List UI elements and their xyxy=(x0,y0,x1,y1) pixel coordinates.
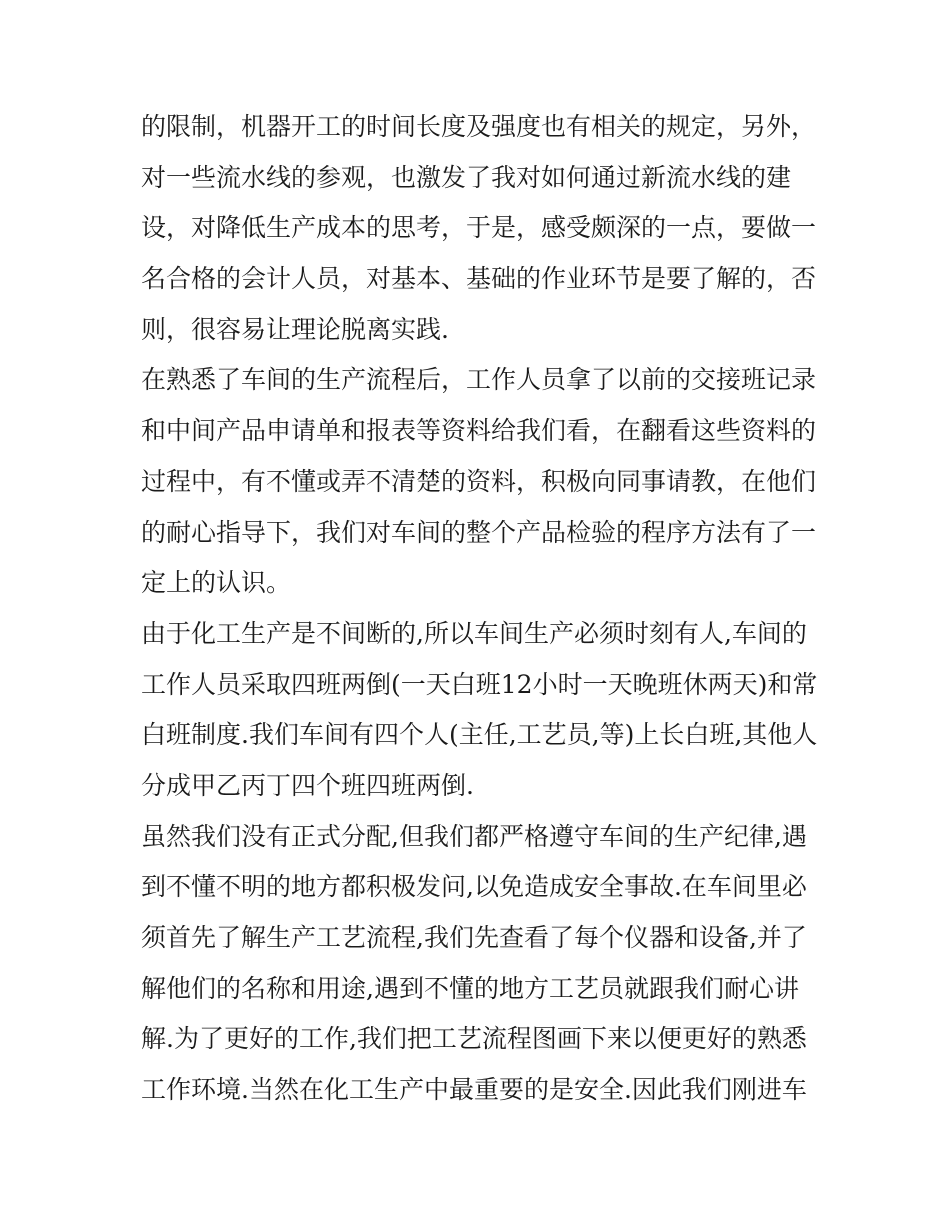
text-line: 在熟悉了车间的生产流程后，工作人员拿了以前的交接班记录 xyxy=(141,365,817,395)
text-line: 解.为了更好的工作,我们把工艺流程图画下来以便更好的熟悉 xyxy=(141,1024,807,1054)
text-line: 工作人员采取四班两倒(一天白班12小时一天晚班休两天)和常 xyxy=(141,669,818,699)
text-line: 则，很容易让理论脱离实践. xyxy=(141,314,449,344)
text-line: 过程中，有不懂或弄不清楚的资料，积极向同事请教，在他们 xyxy=(141,466,817,496)
text-line: 白班制度.我们车间有四个人(主任,工艺员,等)上长白班,其他人 xyxy=(141,720,818,750)
text-line: 虽然我们没有正式分配,但我们都严格遵守车间的生产纪律,遇 xyxy=(141,821,807,851)
text-line: 的限制，机器开工的时间长度及强度也有相关的规定，另外， xyxy=(141,112,817,141)
text-line: 名合格的会计人员，对基本、基础的作业环节是要了解的，否 xyxy=(141,264,817,294)
text-line: 对一些流水线的参观，也激发了我对如何通过新流水线的建 xyxy=(141,162,792,192)
text-line: 设，对降低生产成本的思考，于是，感受颇深的一点，要做一 xyxy=(141,213,817,243)
text-line: 分成甲乙丙丁四个班四班两倒. xyxy=(141,770,474,800)
text-line: 由于化工生产是不间断的,所以车间生产必须时刻有人,车间的 xyxy=(141,618,807,648)
text-line: 的耐心指导下，我们对车间的整个产品检验的程序方法有了一 xyxy=(141,517,817,547)
text-line: 定上的认识。 xyxy=(141,568,292,598)
text-line: 须首先了解生产工艺流程,我们先查看了每个仪器和设备,并了 xyxy=(141,923,807,952)
text-line: 解他们的名称和用途,遇到不懂的地方工艺员就跟我们耐心讲 xyxy=(141,973,799,1003)
text-line: 和中间产品申请单和报表等资料给我们看，在翻看这些资料的 xyxy=(141,416,817,446)
text-line: 到不懂不明的地方都积极发问,以免造成安全事故.在车间里必 xyxy=(141,872,807,902)
body-text xyxy=(141,102,821,1116)
text-line: 工作环境.当然在化工生产中最重要的是安全.因此我们刚进车 xyxy=(141,1075,807,1105)
